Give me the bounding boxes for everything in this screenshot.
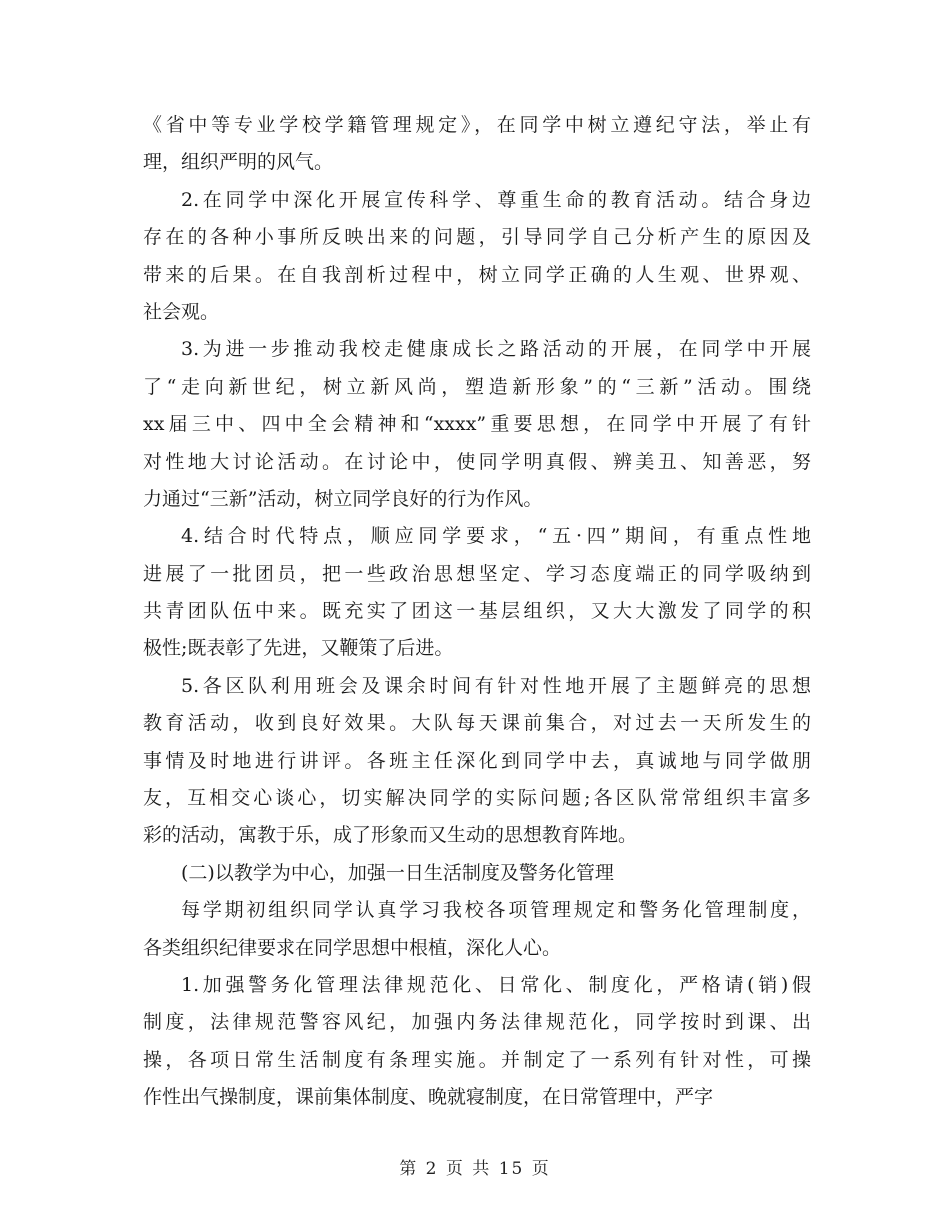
text-line: 存在的各种小事所反映出来的问题，引导同学自己分析产生的原因及 — [143, 226, 811, 249]
text-line: 1.加强警务化管理法律规范化、日常化、制度化，严格请(销)假 — [181, 973, 811, 996]
text-line: 极性;既表彰了先进，又鞭策了后进。 — [143, 637, 454, 660]
text-line: 进展了一批团员，把一些政治思想坚定、学习态度端正的同学吸纳到 — [143, 562, 811, 585]
text-line: 每学期初组织同学认真学习我校各项管理规定和警务化管理制度， — [181, 899, 811, 922]
text-line: 2.在同学中深化开展宣传科学、尊重生命的教育活动。结合身边 — [181, 188, 811, 211]
text-line: 制度，法律规范警容风纪，加强内务法律规范化，同学按时到课、出 — [143, 1011, 811, 1034]
text-line: 友，互相交心谈心，切实解决同学的实际问题;各区队常常组织丰富多 — [143, 787, 811, 810]
paragraph-item-2 — [143, 182, 811, 332]
text-line: xx届三中、四中全会精神和“xxxx”重要思想，在同学中开展了有针 — [143, 413, 811, 436]
paragraph-item-5 — [143, 668, 811, 855]
document-body — [143, 107, 811, 1117]
paragraph-section-2-intro — [143, 892, 811, 967]
text-line: 社会观。 — [143, 300, 220, 323]
text-line: 操，各项日常生活制度有条理实施。并制定了一系列有针对性，可操 — [143, 1048, 811, 1071]
text-line: 《省中等专业学校学籍管理规定》，在同学中树立遵纪守法，举止有 — [143, 114, 811, 136]
text-line: 共青团队伍中来。既充实了团这一基层组织，又大大激发了同学的积 — [143, 600, 811, 623]
text-line: 对性地大讨论活动。在讨论中，使同学明真假、辨美丑、知善恶，努 — [143, 450, 811, 473]
text-line: 理，组织严明的风气。 — [143, 151, 334, 174]
paragraph-section-2-item-1 — [143, 967, 811, 1117]
page-number-footer: 第 2 页 共 15 页 — [399, 1159, 551, 1179]
text-line: (二)以教学为中心，加强一日生活制度及警务化管理 — [181, 861, 614, 884]
text-line: 3.为进一步推动我校走健康成长之路活动的开展，在同学中开展 — [181, 338, 811, 361]
paragraph-intro-continuation — [143, 107, 811, 182]
paragraph-item-4 — [143, 518, 811, 668]
text-line: 教育活动，收到良好效果。大队每天课前集合，对过去一天所发生的 — [143, 712, 811, 735]
text-line: 5.各区队利用班会及课余时间有针对性地开展了主题鲜亮的思想 — [181, 674, 811, 697]
text-line: 各类组织纪律要求在同学思想中根植，深化人心。 — [143, 936, 562, 959]
text-line: 力通过“三新”活动，树立同学良好的行为作风。 — [143, 487, 543, 510]
text-line: 带来的后果。在自我剖析过程中，树立同学正确的人生观、世界观、 — [143, 263, 811, 286]
text-line: 事情及时地进行讲评。各班主任深化到同学中去，真诚地与同学做朋 — [143, 749, 811, 772]
text-line: 了“走向新世纪，树立新风尚，塑造新形象”的“三新”活动。围绕 — [143, 375, 811, 398]
text-line: 作性出气操制度，课前集体制度、晚就寝制度，在日常管理中，严字 — [143, 1086, 714, 1109]
section-heading-2 — [143, 855, 811, 892]
paragraph-item-3 — [143, 331, 811, 518]
text-line: 4.结合时代特点，顺应同学要求，“五·四”期间，有重点性地 — [181, 525, 811, 548]
text-line: 彩的活动，寓教于乐，成了形象而又生动的思想教育阵地。 — [143, 824, 638, 847]
